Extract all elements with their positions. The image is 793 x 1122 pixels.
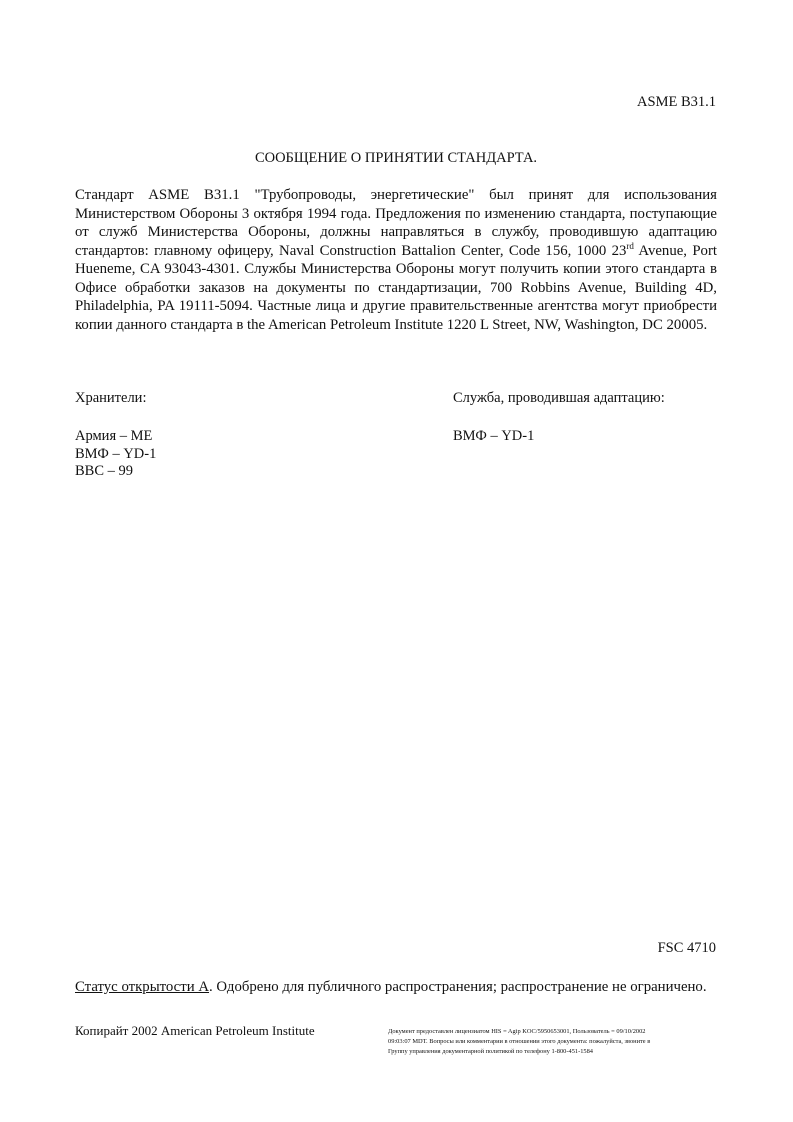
preparing-activity-navy: ВМФ – YD-1	[453, 428, 535, 444]
license-line: Группу управления документарной политикой по телефону 1-800-451-1584	[388, 1048, 593, 1055]
ordinal-superscript: rd	[626, 240, 634, 251]
page-title: СООБЩЕНИЕ О ПРИНЯТИИ СТАНДАРТА.	[254, 150, 538, 166]
custodians-heading: Хранители:	[75, 390, 147, 406]
status-label: Статус открытости А	[75, 979, 210, 995]
custodians-list	[75, 428, 156, 481]
document-id: ASME B31.1	[637, 94, 716, 110]
custodian-navy: ВМФ – YD-1	[75, 445, 157, 462]
adoption-notice-paragraph	[75, 186, 717, 334]
license-notice	[388, 1027, 720, 1057]
status-text: . Одобрено для публичного распространения; распространение не ограничено.	[209, 979, 707, 995]
custodian-air-force: ВВС – 99	[75, 463, 134, 479]
copyright-notice: Копирайт 2002 American Petroleum Institute	[75, 1023, 315, 1038]
preparing-activity-heading: Служба, проводившая адаптацию:	[453, 390, 665, 406]
paragraph-part-2: Avenue, Port Hueneme, CA 93043-4301. Службы Министерства Обороны могут получить копии этого стандарта в Офисе обработки заказов на документы по стандартизации, 700 Robbins Avenue, Building 4D, Philadelphia, PA 19111-5094. Частные лица и другие правительственные агентства могут приобрести копии данного стандарта в the American Petroleum Institute 1220 L Street, NW, Washington, DC 20005.	[75, 242, 717, 333]
license-line: Документ предоставлен лицензиатом HIS = Agip KOC/5950653001, Пользователь = 09/10/2002	[388, 1028, 646, 1035]
fsc-code: FSC 4710	[657, 940, 716, 956]
license-line: 09:03:07 MDT. Вопросы или комментарии в отношении этого документа: пожалуйста, звоните в	[388, 1038, 651, 1045]
custodian-army: Армия – ME	[75, 428, 153, 444]
paragraph-part-1: Стандарт ASME B31.1 "Трубопроводы, энергетические" был принят для использования Министерством Обороны 3 октября 1994 года. Предложения по изменению стандарта, поступающие от служб Министерства Обороны, должны направляться в службу, проводившую адаптацию стандартов: главному офицеру, Naval Construction Battalion Center, Code 156, 1000 23	[75, 187, 717, 259]
distribution-status	[75, 978, 717, 997]
preparing-activity-list	[453, 428, 534, 446]
